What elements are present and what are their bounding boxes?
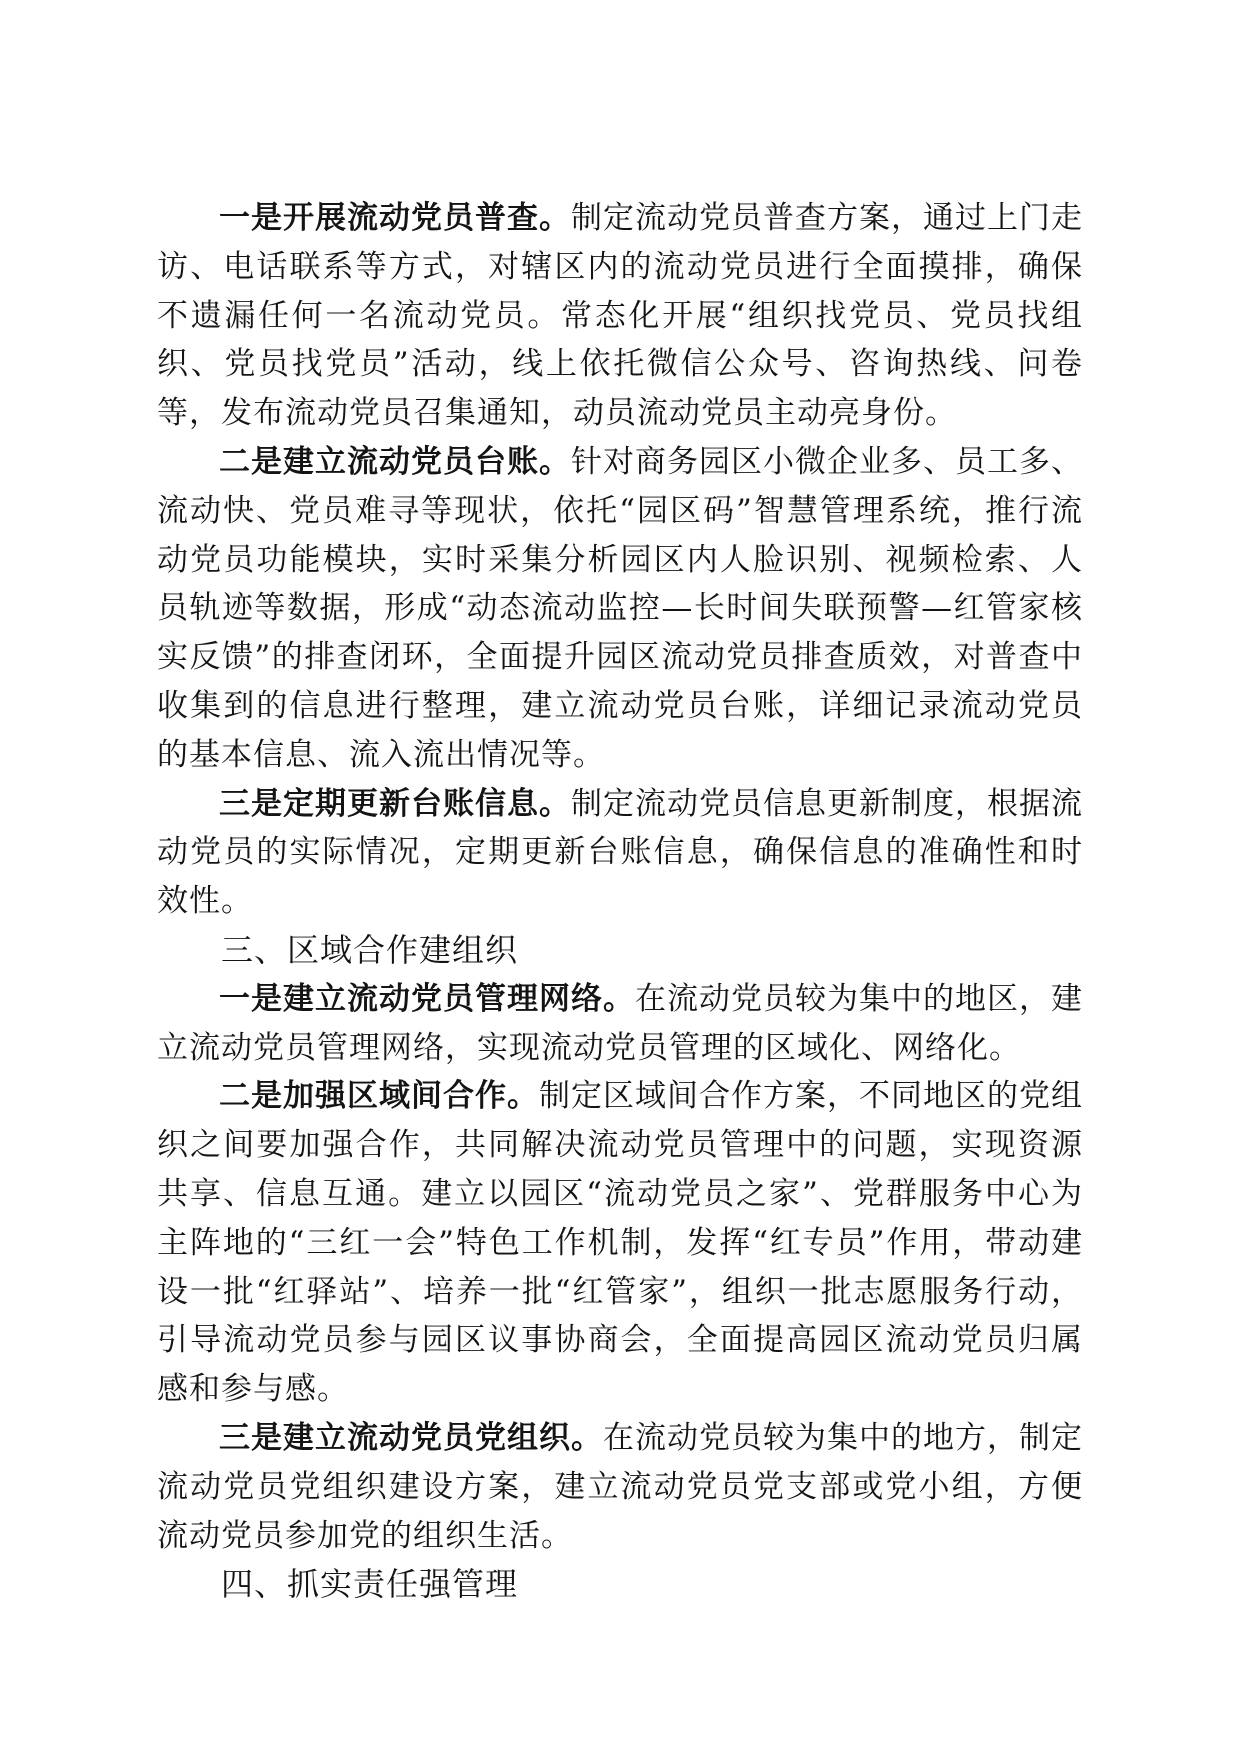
paragraph-lead: 三是定期更新台账信息。 (219, 785, 571, 822)
paragraph-lead: 二是加强区域间合作。 (219, 1078, 539, 1115)
paragraph-2 (157, 438, 1083, 780)
paragraph-text: 制定区域间合作方案，不同地区的党组织之间要加强合作，共同解决流动党员管理中的问题，实现资源共享、信息互通。建立以园区“流动党员之家”、党群服务中心为主阵地的“三红一会”特色工作机制，发挥“红专员”作用，带动建设一批“红驿站”、培养一批“红管家”，组织一批志愿服务行动，引导流动党员参与园区议事协商会，全面提高园区流动党员归属感和参与感。 (157, 1078, 1083, 1408)
paragraph-text: 针对商务园区小微企业多、员工多、流动快、党员难寻等现状，依托“园区码”智慧管理系统，推行流动党员功能模块，实时采集分析园区内人脸识别、视频检索、人员轨迹等数据，形成“动态流动监控—长时间失联预警—红管家核实反馈”的排查闭环，全面提升园区流动党员排查质效，对普查中收集到的信息进行整理，建立流动党员台账，详细记录流动党员的基本信息、流入流出情况等。 (157, 443, 1083, 773)
paragraph-5 (157, 1072, 1083, 1414)
paragraph-text: 在流动党员较为集中的地区，建立流动党员管理网络，实现流动党员管理的区域化、网络化。 (157, 980, 1083, 1066)
paragraph-lead: 三是建立流动党员党组织。 (219, 1419, 603, 1456)
paragraph-lead: 一是建立流动党员管理网络。 (219, 980, 635, 1017)
document-body (157, 194, 1083, 1609)
paragraph-lead: 二是建立流动党员台账。 (219, 443, 571, 480)
paragraph-lead: 一是开展流动党员普查。 (219, 200, 571, 236)
section-heading-4: 四、抓实责任强管理 (221, 1565, 519, 1604)
section-heading-3: 三、区域合作建组织 (221, 930, 519, 969)
paragraph-4 (157, 975, 1083, 1073)
paragraph-3 (157, 780, 1083, 926)
paragraph-1 (157, 194, 1083, 438)
paragraph-text: 制定流动党员普查方案，通过上门走访、电话联系等方式，对辖区内的流动党员进行全面摸排，确保不遗漏任何一名流动党员。常态化开展“组织找党员、党员找组织、党员找党员”活动，线上依托微信公众号、咨询热线、问卷等，发布流动党员召集通知，动员流动党员主动亮身份。 (157, 200, 1083, 432)
paragraph-6 (157, 1414, 1083, 1560)
paragraph-text: 在流动党员较为集中的地方，制定流动党员党组织建设方案，建立流动党员党支部或党小组，方便流动党员参加党的组织生活。 (157, 1419, 1083, 1554)
paragraph-text: 制定流动党员信息更新制度，根据流动党员的实际情况，定期更新台账信息，确保信息的准确性和时效性。 (157, 785, 1083, 920)
